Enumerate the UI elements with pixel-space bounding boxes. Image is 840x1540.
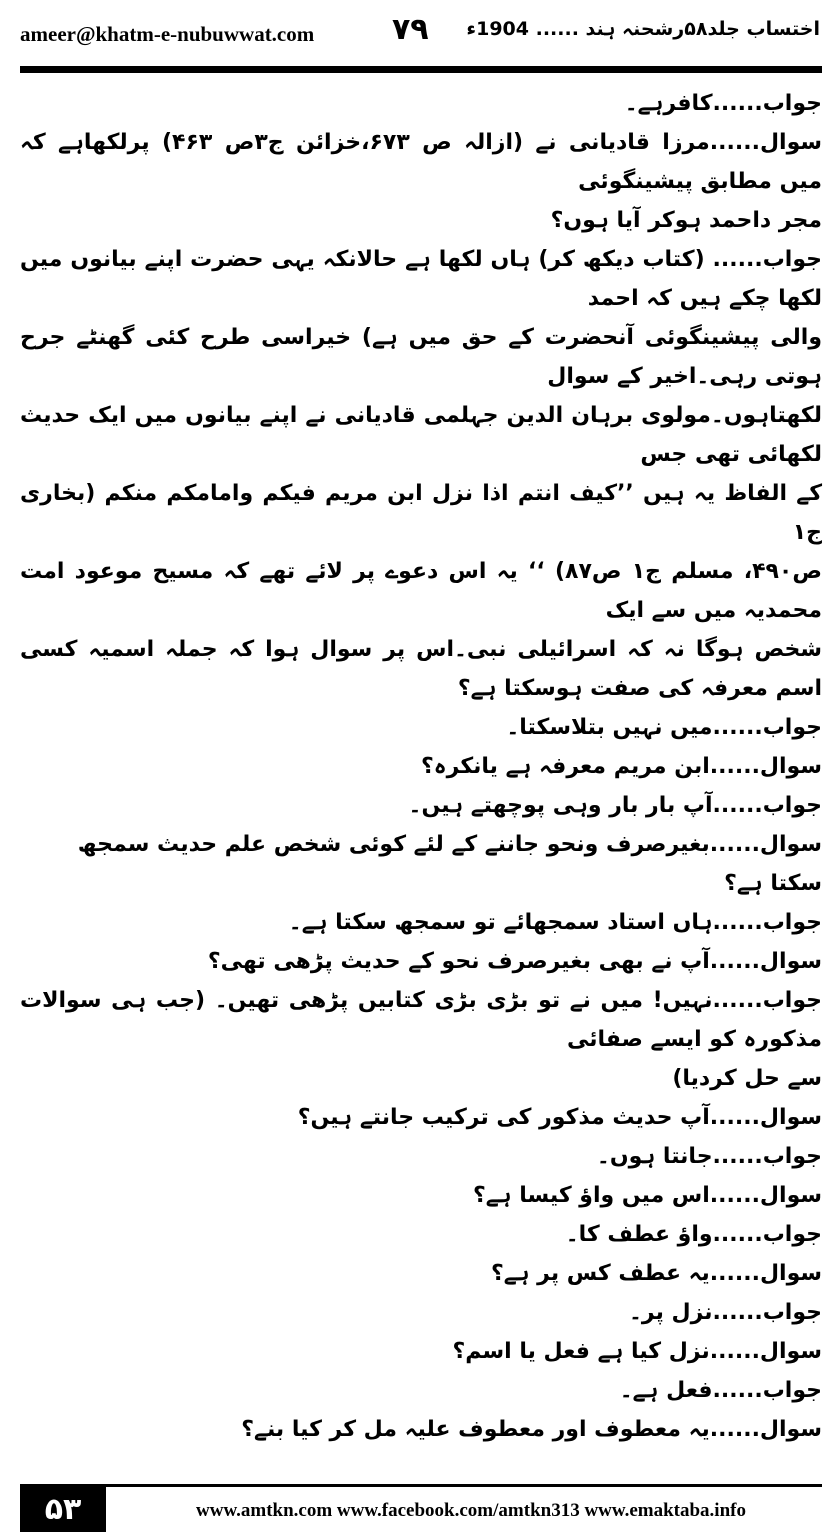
footer-divider [20, 1484, 822, 1487]
text-line: والی پیشینگوئی آنحضرت کے حق میں ہے) خیراسی طرح کئی گھنٹے جرح ہوتی رہی۔اخیر کے سوال [20, 325, 822, 389]
text-line: جواب......واؤ عطف کا۔ [565, 1222, 822, 1247]
text-line: سوال......اس میں واؤ کیسا ہے؟ [473, 1183, 822, 1208]
text-line: لکھتاہوں۔مولوی برہان الدین جہلمی قادیانی نے اپنے بیانوں میں ایک حدیث لکھائی تھی جس [20, 403, 822, 467]
text-line: سوال......آپ نے بھی بغیرصرف نحو کے حدیث پڑھی تھی؟ [207, 949, 822, 974]
footer-links: www.amtkn.com www.facebook.com/amtkn313 www.emaktaba.info [196, 1500, 746, 1521]
header-divider [20, 66, 822, 73]
text-line: شخص ہوگا نہ کہ اسرائیلی نبی۔اس پر سوال ہوا کہ جملہ اسمیہ کسی اسم معرفہ کی صفت ہوسکتا ہے؟ [20, 637, 822, 701]
header-running-title: اختساب جلد۵۸رشحنہ ہند ...... 1904ء [466, 18, 820, 40]
text-line: سوال......یہ معطوف اور معطوف علیہ مل کر کیا بنے؟ [241, 1417, 822, 1442]
text-line: سوال......ابن مریم معرفہ ہے یانکرہ؟ [421, 754, 822, 779]
text-line: سوال......یہ عطف کس پر ہے؟ [490, 1261, 822, 1286]
text-line: جواب...... (کتاب دیکھ کر) ہاں لکھا ہے حالانکہ یہی حضرت اپنے بیانوں میں لکھا چکے ہیں کہ احمد [20, 247, 822, 311]
text-line: سوال......نزل کیا ہے فعل یا اسم؟ [452, 1339, 822, 1364]
text-line: کے الفاظ یہ ہیں ’’کیف انتم اذا نزل ابن مریم فیکم وامامکم منکم (بخاری ج۱ [20, 481, 822, 545]
text-line: مجر داحمد ہوکر آیا ہوں؟ [550, 208, 822, 233]
text-line: جواب......میں نہیں بتلاسکتا۔ [506, 715, 822, 740]
text-line: جواب......جانتا ہوں۔ [596, 1144, 822, 1169]
text-line: جواب......آپ بار بار وہی پوچھتے ہیں۔ [408, 793, 822, 818]
header-page-number: ۷۹ [392, 12, 429, 47]
footer-page-badge: ۵۳ [20, 1487, 106, 1532]
text-line: سوال......آپ حدیث مذکور کی ترکیب جانتے ہیں؟ [297, 1105, 822, 1130]
text-line: جواب......کافرہے۔ [624, 91, 822, 116]
text-line: سوال......بغیرصرف ونحو جاننے کے لئے کوئی شخص علم حدیث سمجھ سکتا ہے؟ [77, 832, 822, 896]
text-line: سوال......مرزا قادیانی نے (ازالہ ص ۶۷۳،خزائن ج۳ص ۴۶۳) پرلکھاہے کہ میں مطابق پیشینگوئی [20, 130, 822, 194]
header-email: ameer@khatm-e-nubuwwat.com [20, 22, 315, 46]
text-line: جواب......ہاں استاد سمجھائے تو سمجھ سکتا ہے۔ [288, 910, 822, 935]
page-header [0, 0, 840, 66]
text-line: جواب......فعل ہے۔ [619, 1378, 822, 1403]
page-body [20, 84, 822, 1464]
text-line: سے حل کردیا) [672, 1066, 822, 1091]
text-line: ص۴۹۰، مسلم ج۱ ص۸۷) ‘‘ یہ اس دعوے پر لائے تھے کہ مسیح موعود امت محمدیہ میں سے ایک [20, 559, 822, 623]
text-line: جواب......نزل پر۔ [629, 1300, 822, 1325]
text-line: جواب......نہیں! میں نے تو بڑی بڑی کتابیں پڑھی تھیں۔ (جب ہی سوالات مذکورہ کو ایسے صفائی [20, 988, 822, 1052]
